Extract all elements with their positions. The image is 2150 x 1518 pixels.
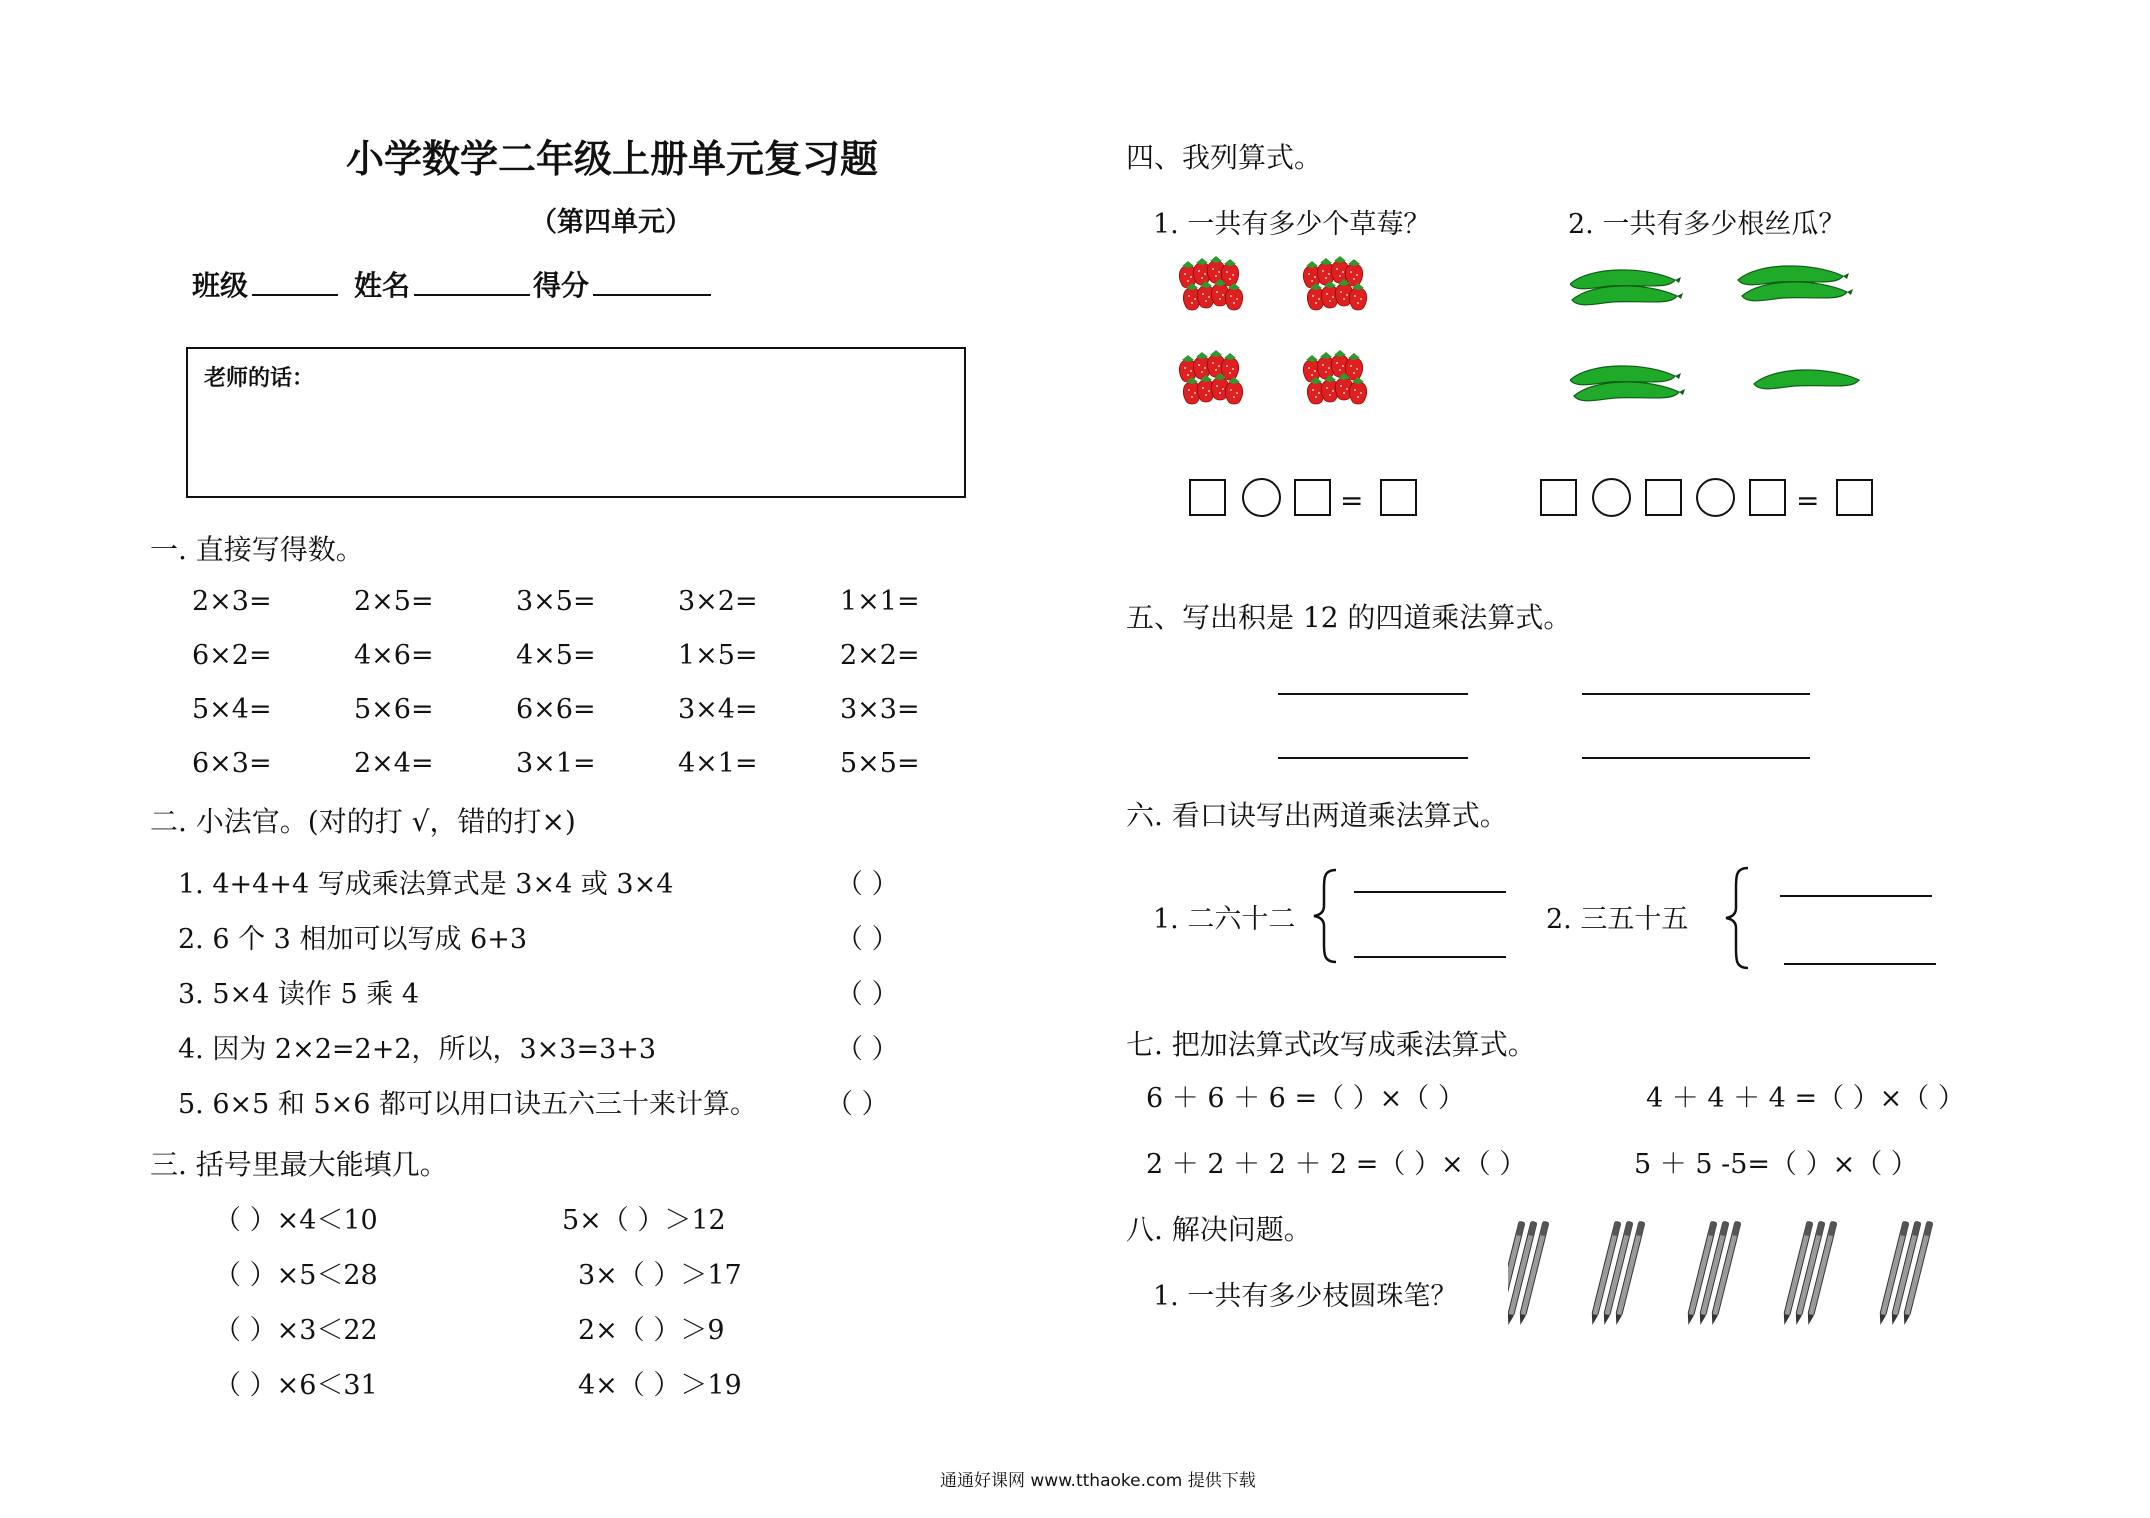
operator-circle[interactable]: [1592, 478, 1631, 517]
footer-credit: 通通好课网 www.tthaoke.com 提供下载: [940, 1471, 1256, 1491]
section7-item-1: 6 ＋ 6 ＋ 6 =（ ）×（ ）: [1146, 1083, 1465, 1114]
section7-heading: 七. 把加法算式改写成乘法算式。: [1126, 1028, 1536, 1061]
answer-square[interactable]: [1836, 479, 1873, 516]
section6-q2: 2. 三五十五: [1546, 904, 1689, 935]
section1-expr: 6×3=: [192, 748, 272, 779]
fill-max-right[interactable]: 4×（ ）＞19: [578, 1370, 742, 1401]
fill-max-right[interactable]: 5×（ ）＞12: [562, 1205, 726, 1236]
section4-q2: 2. 一共有多少根丝瓜？: [1568, 209, 1846, 240]
section2-heading: 二. 小法官。(对的打 √，错的打×): [150, 805, 576, 838]
section1-expr: 6×6=: [516, 694, 596, 725]
pens-illustration: [1508, 1218, 1978, 1338]
section1-expr: 5×6=: [354, 694, 434, 725]
answer-square[interactable]: [1380, 479, 1417, 516]
section7-item-2: 4 ＋ 4 ＋ 4 =（ ）×（ ）: [1646, 1083, 1965, 1114]
section1-expr: 1×1=: [840, 586, 920, 617]
fill-max-left[interactable]: （ ）×4＜10: [214, 1205, 378, 1236]
section6-q1: 1. 二六十二: [1153, 904, 1296, 935]
section8-heading: 八. 解决问题。: [1126, 1213, 1312, 1246]
teacher-comment-label: 老师的话：: [204, 366, 315, 391]
loofahs-illustration: [1570, 262, 1860, 422]
section1-expr: 3×2=: [678, 586, 758, 617]
fill-max-left[interactable]: （ ）×3＜22: [214, 1315, 378, 1346]
section4-q1: 1. 一共有多少个草莓？: [1153, 209, 1431, 240]
section1-expr: 2×4=: [354, 748, 434, 779]
answer-square[interactable]: [1189, 479, 1226, 516]
fill-max-right[interactable]: 3×（ ）＞17: [578, 1260, 742, 1291]
section6-blank-4[interactable]: [1784, 963, 1936, 965]
name-blank[interactable]: [414, 294, 530, 296]
section5-blank-3[interactable]: [1278, 757, 1468, 759]
judge-answer-bracket[interactable]: （ ）: [836, 1034, 899, 1065]
name-label: 姓名: [354, 269, 411, 302]
answer-square[interactable]: [1540, 479, 1577, 516]
page-title: 小学数学二年级上册单元复习题: [346, 137, 879, 181]
section4-heading: 四、我列算式。: [1126, 141, 1323, 174]
teacher-comment-box[interactable]: [186, 347, 966, 498]
judge-item: 3. 5×4 读作 5 乘 4: [178, 979, 420, 1010]
section1-expr: 3×3=: [840, 694, 920, 725]
judge-item: 1. 4+4+4 写成乘法算式是 3×4 或 3×4: [178, 869, 674, 900]
section1-expr: 4×6=: [354, 640, 434, 671]
section6-heading: 六. 看口诀写出两道乘法算式。: [1126, 799, 1508, 832]
strawberry-group-4: [1303, 350, 1366, 404]
section1-expr: 4×5=: [516, 640, 596, 671]
section8-q1: 1. 一共有多少枝圆珠笔？: [1153, 1281, 1458, 1312]
operator-circle[interactable]: [1696, 478, 1735, 517]
score-label: 得分: [533, 269, 590, 302]
equals-sign: =: [1340, 484, 1364, 517]
strawberries-illustration: [1170, 252, 1400, 422]
section1-expr: 2×5=: [354, 586, 434, 617]
score-blank[interactable]: [593, 294, 711, 296]
strawberry-group-2: [1303, 256, 1366, 310]
section6-blank-1[interactable]: [1354, 891, 1506, 893]
section1-expr: 3×5=: [516, 586, 596, 617]
class-blank[interactable]: [252, 294, 338, 296]
fill-max-left[interactable]: （ ）×6＜31: [214, 1370, 378, 1401]
section5-heading: 五、写出积是 12 的四道乘法算式。: [1126, 601, 1572, 634]
page-subtitle: （第四单元）: [530, 207, 692, 238]
section3-heading: 三. 括号里最大能填几。: [150, 1148, 448, 1181]
strawberry-group-3: [1179, 350, 1242, 404]
judge-item: 5. 6×5 和 5×6 都可以用口诀五六三十来计算。: [178, 1089, 758, 1120]
section1-expr: 2×3=: [192, 586, 272, 617]
section1-expr: 3×4=: [678, 694, 758, 725]
strawberry-group-1: [1179, 256, 1242, 310]
section1-expr: 5×4=: [192, 694, 272, 725]
section1-expr: 1×5=: [678, 640, 758, 671]
answer-square[interactable]: [1645, 479, 1682, 516]
section1-heading: 一. 直接写得数。: [150, 533, 364, 566]
equals-sign: =: [1796, 484, 1820, 517]
answer-square[interactable]: [1749, 479, 1786, 516]
section5-blank-1[interactable]: [1278, 693, 1468, 695]
section5-blank-4[interactable]: [1582, 757, 1810, 759]
brace-1-icon: [1310, 868, 1340, 964]
judge-answer-bracket[interactable]: （ ）: [836, 869, 899, 900]
judge-answer-bracket[interactable]: （ ）: [826, 1089, 889, 1120]
section6-blank-3[interactable]: [1780, 895, 1932, 897]
brace-2-icon: [1722, 866, 1752, 970]
fill-max-left[interactable]: （ ）×5＜28: [214, 1260, 378, 1291]
section5-blank-2[interactable]: [1582, 693, 1810, 695]
section7-item-3: 2 ＋ 2 ＋ 2 ＋ 2 =（ ）×（ ）: [1146, 1149, 1527, 1180]
judge-item: 4. 因为 2×2=2+2，所以，3×3=3+3: [178, 1034, 657, 1065]
judge-answer-bracket[interactable]: （ ）: [836, 979, 899, 1010]
section1-expr: 6×2=: [192, 640, 272, 671]
section1-expr: 5×5=: [840, 748, 920, 779]
section1-expr: 4×1=: [678, 748, 758, 779]
judge-answer-bracket[interactable]: （ ）: [836, 924, 899, 955]
section1-expr: 2×2=: [840, 640, 920, 671]
class-label: 班级: [192, 269, 249, 302]
fill-max-right[interactable]: 2×（ ）＞9: [578, 1315, 725, 1346]
section6-blank-2[interactable]: [1354, 956, 1506, 958]
judge-item: 2. 6 个 3 相加可以写成 6+3: [178, 924, 528, 955]
section1-expr: 3×1=: [516, 748, 596, 779]
section7-item-4: 5 ＋ 5 -5=（ ）×（ ）: [1634, 1149, 1918, 1180]
answer-square[interactable]: [1294, 479, 1331, 516]
operator-circle[interactable]: [1242, 478, 1281, 517]
